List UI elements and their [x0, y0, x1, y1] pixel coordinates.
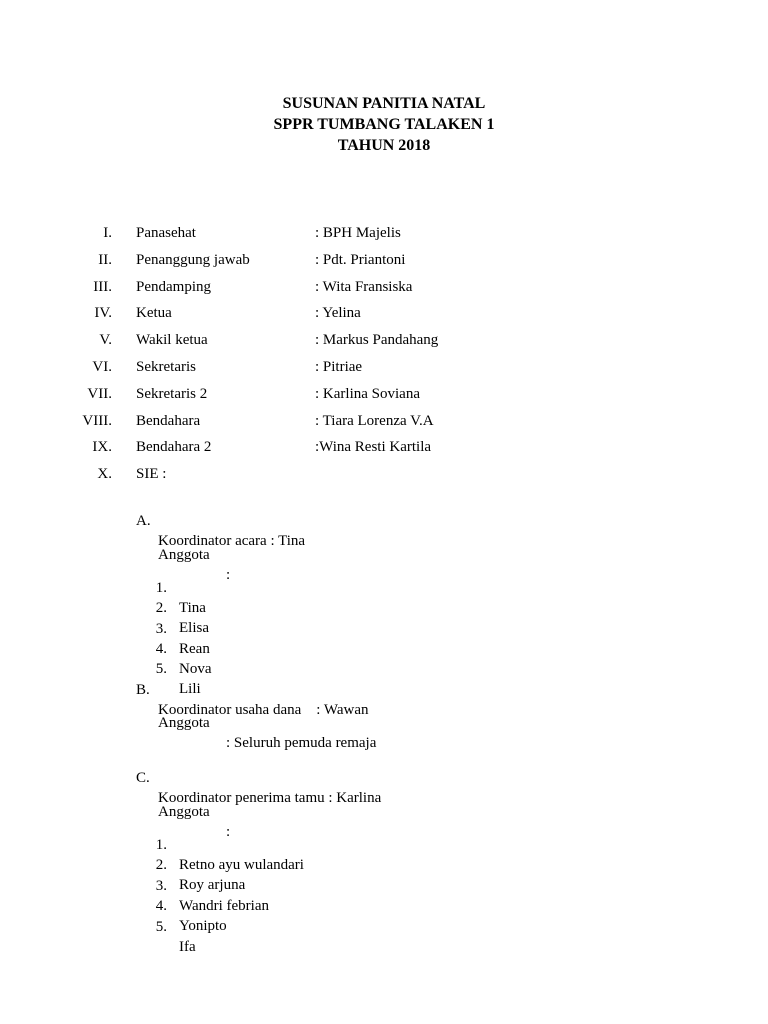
document-title: SUSUNAN PANITIA NATAL — [282, 95, 486, 112]
role-number: VII. — [87, 386, 112, 402]
role-person: : Wita Fransiska — [315, 279, 413, 295]
role-number: II. — [98, 252, 112, 268]
anggota-label: Anggota — [158, 547, 210, 563]
role-row — [0, 437, 768, 457]
list-number: 5. — [155, 919, 167, 935]
member-name: Ifa — [179, 939, 196, 955]
role-person: : Pitriae — [315, 359, 363, 375]
role-person: : Yelina — [315, 305, 361, 321]
role-number: IX. — [92, 439, 112, 455]
member-name: Retno ayu wulandari — [179, 857, 304, 873]
role-number: III. — [93, 279, 112, 295]
role-person: : Markus Pandahang — [315, 332, 439, 348]
member-name: Roy arjuna — [179, 877, 246, 893]
role-title: Pendamping — [136, 279, 211, 295]
role-row — [0, 330, 768, 350]
list-number: 1. — [155, 837, 167, 853]
role-title: Sekretaris — [136, 359, 196, 375]
list-item — [0, 897, 768, 977]
role-person: : Tiara Lorenza V.A — [315, 413, 434, 429]
role-row — [0, 223, 768, 243]
member-name: Lili — [179, 681, 201, 697]
sie-letter: B. — [136, 682, 150, 698]
list-number: 3. — [155, 878, 167, 894]
member-name: Rean — [179, 641, 210, 657]
sie-letter: C. — [136, 770, 150, 786]
sie-coordinator: Koordinator usaha dana : Wawan — [158, 702, 369, 718]
list-number: 4. — [155, 641, 167, 657]
role-person: : Karlina Soviana — [315, 386, 420, 402]
list-number: 2. — [155, 857, 167, 873]
role-number: VI. — [92, 359, 112, 375]
role-row — [0, 357, 768, 377]
role-row — [0, 411, 768, 431]
role-person: : Pdt. Priantoni — [315, 252, 406, 268]
anggota-value: : Seluruh pemuda remaja — [226, 735, 377, 751]
member-name: Tina — [179, 600, 206, 616]
anggota-value: : — [226, 567, 231, 583]
member-name: Elisa — [179, 620, 209, 636]
role-row — [0, 277, 768, 297]
role-title: Wakil ketua — [136, 332, 208, 348]
member-name: Yonipto — [179, 918, 227, 934]
role-number: VIII. — [82, 413, 112, 429]
list-number: 1. — [155, 580, 167, 596]
role-row — [0, 250, 768, 270]
role-title: Penanggung jawab — [136, 252, 250, 268]
sie-coordinator: Koordinator acara : Tina — [158, 533, 306, 549]
list-number: 4. — [155, 898, 167, 914]
role-title: SIE : — [136, 466, 167, 482]
anggota-label: Anggota — [158, 715, 210, 731]
role-row — [0, 464, 768, 484]
role-number: X. — [97, 466, 112, 482]
anggota-label: Anggota — [158, 804, 210, 820]
role-number: I. — [103, 225, 112, 241]
member-name: Nova — [179, 661, 212, 677]
sie-coordinator: Koordinator penerima tamu : Karlina — [158, 790, 382, 806]
document-year: TAHUN 2018 — [337, 137, 431, 154]
role-row — [0, 384, 768, 404]
member-name: Wandri febrian — [179, 898, 269, 914]
role-person: :Wina Resti Kartila — [315, 439, 432, 455]
sie-letter: A. — [136, 513, 151, 529]
document-subtitle: SPPR TUMBANG TALAKEN 1 — [273, 116, 495, 133]
role-title: Bendahara — [136, 413, 201, 429]
role-number: V. — [99, 332, 112, 348]
role-number: IV. — [94, 305, 112, 321]
role-title: Panasehat — [136, 225, 196, 241]
list-number: 2. — [155, 600, 167, 616]
anggota-value: : — [226, 824, 231, 840]
role-title: Ketua — [136, 305, 172, 321]
list-number: 3. — [155, 621, 167, 637]
role-person: : BPH Majelis — [315, 225, 401, 241]
list-number: 5. — [155, 661, 167, 677]
role-title: Bendahara 2 — [136, 439, 212, 455]
role-row — [0, 303, 768, 323]
role-title: Sekretaris 2 — [136, 386, 208, 402]
